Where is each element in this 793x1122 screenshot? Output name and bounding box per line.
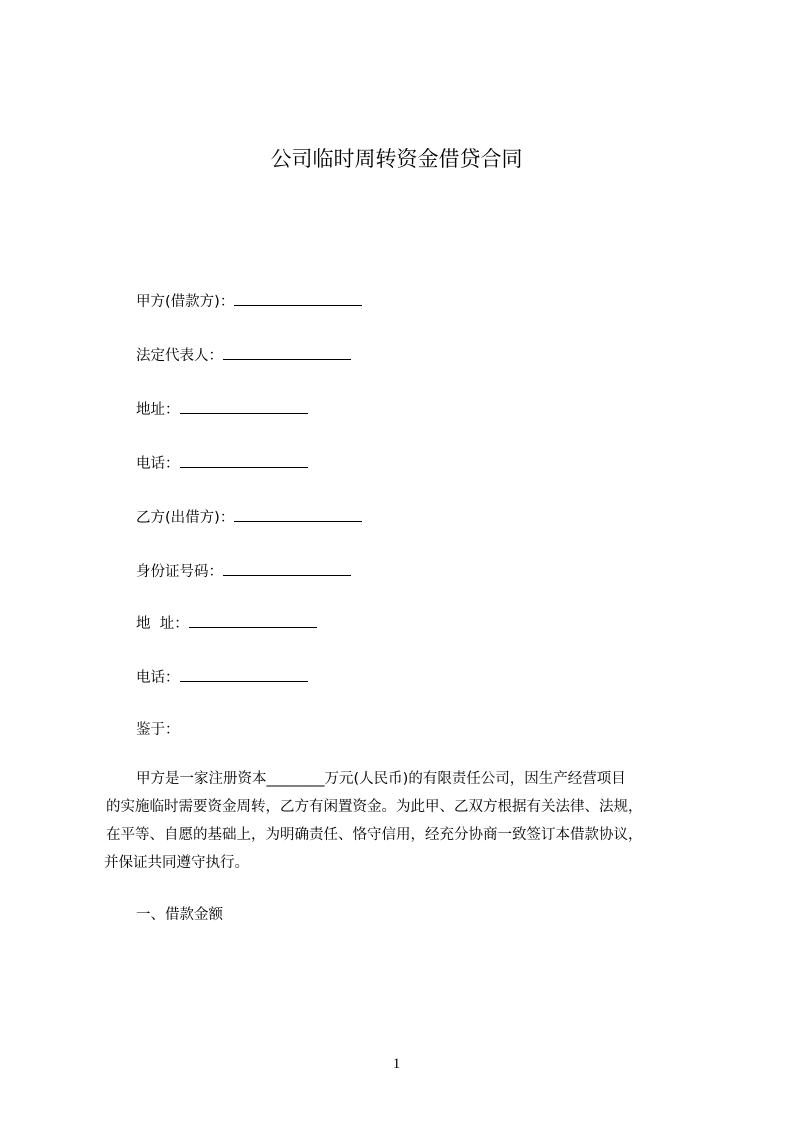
field-label: 电话： bbox=[136, 670, 180, 686]
section-heading: 一、借款金额 bbox=[136, 907, 223, 923]
paragraph-line: 并保证共同遵守执行。 bbox=[104, 855, 249, 871]
whereas-label: 鉴于： bbox=[136, 722, 180, 738]
field-label: 身份证号码： bbox=[136, 564, 223, 580]
blank-line[interactable] bbox=[223, 561, 351, 576]
field-label: 法定代表人： bbox=[136, 348, 223, 364]
field-label: 地 址： bbox=[136, 616, 189, 632]
document-title: 公司临时周转资金借贷合同 bbox=[270, 147, 523, 171]
party-a-field bbox=[136, 291, 362, 312]
blank-line[interactable] bbox=[234, 291, 362, 306]
legal-rep-field bbox=[136, 345, 351, 366]
blank-line[interactable] bbox=[180, 399, 308, 414]
paragraph-line: 在平等、自愿的基础上，为明确责任、恪守信用，经充分协商一致签订本借款协议， bbox=[106, 827, 643, 843]
phone-a-field bbox=[136, 453, 308, 474]
blank-line[interactable] bbox=[234, 507, 362, 522]
field-label: 乙方(出借方)： bbox=[136, 510, 235, 526]
blank-line[interactable] bbox=[189, 613, 317, 628]
id-number-field bbox=[136, 561, 351, 582]
blank-line[interactable] bbox=[223, 345, 351, 360]
address-b-field bbox=[136, 613, 317, 634]
field-label: 甲方(借款方)： bbox=[136, 294, 235, 310]
page-number: 1 bbox=[392, 1056, 401, 1072]
blank-line[interactable] bbox=[180, 667, 308, 682]
address-a-field bbox=[136, 399, 308, 420]
phone-b-field bbox=[136, 667, 308, 688]
blank-line[interactable] bbox=[180, 453, 308, 468]
field-label: 电话： bbox=[136, 456, 180, 472]
paragraph-line: 的实施临时需要资金周转，乙方有闲置资金。为此甲、乙双方根据有关法律、法规， bbox=[106, 799, 643, 815]
field-label: 地址： bbox=[136, 402, 180, 418]
paragraph-line: 甲方是一家注册资本________万元(人民币)的有限责任公司，因生产经营项目 bbox=[136, 771, 626, 787]
party-b-field bbox=[136, 507, 362, 528]
